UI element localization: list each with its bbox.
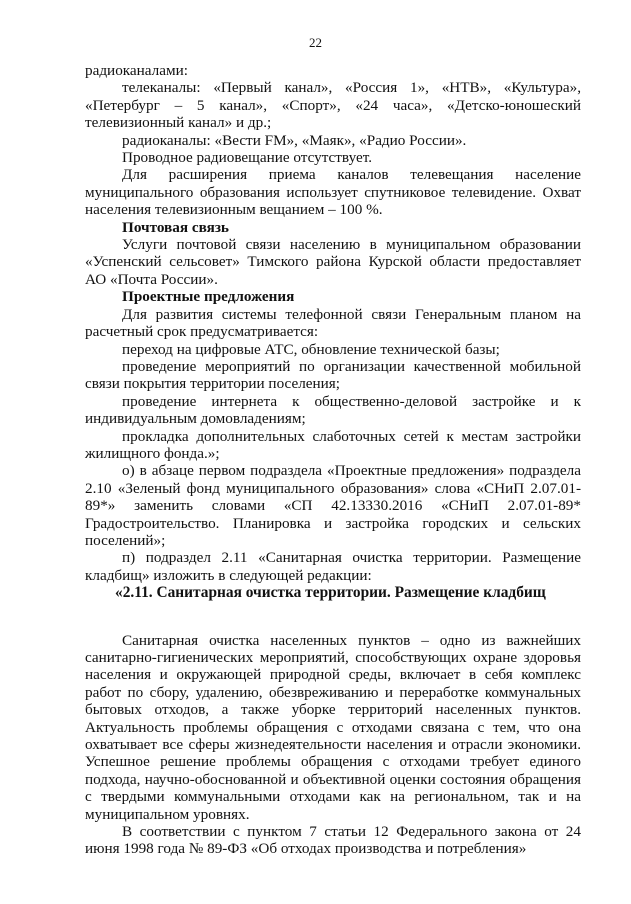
list-item: проведение интернета к общественно-деловой застройке и к индивидуальным домовладениям; [85,392,581,428]
document-body [85,62,581,858]
list-item: проведение мероприятий по организации качественной мобильной связи покрытия территории поселения; [85,357,581,393]
paragraph-postal-service: Услуги почтовой связи населению в муниципальном образовании «Успенский сельсовет» Тимского района Курской области предоставляет АО «Почта России». [85,236,581,288]
list-item: прокладка дополнительных слаботочных сетей к местам застройки жилищного фонда.»; [85,427,581,462]
paragraph-tv-channels: телеканалы: «Первый канал», «Россия 1», «НТВ», «Культура», «Петербург – 5 канал», «Спорт», «24 часа», «Детско-юношеский телевизионный канал» и др.; [85,79,581,132]
section-heading-2-11: «2.11. Санитарная очистка территории. Размещение кладбищ [115,584,546,602]
heading-postal-service: Почтовая связь [122,218,229,236]
paragraph-radio-channels-label: радиоканалами: [85,62,188,79]
paragraph-sanitation: Санитарная очистка населенных пунктов – одно из важнейших санитарно-гигиенических мероприятий, способствующих охране здоровья населения и окружающей природной среды, включает в себя комплекс работ по сбору, удалению, обезвреживанию и переработке коммунальных бытовых отходов, а также уборке территорий населенных пунктов. Актуальность проблемы обращения с отходами связана с тем, что она охватывает все сферы жизнедеятельности населения и отрасли экономики. Успешное решение проблемы обращения с отходами требует единого подхода, научно-обоснованной и объективной оценки состояния обращения с твердыми коммунальными отходами как на региональном, так и на муниципальном уровнях. [85,631,581,823]
spacer [85,602,581,632]
amendment-p: п) подраздел 2.11 «Санитарная очистка территории. Размещение кладбищ» изложить в следующей редакции: [85,549,581,584]
paragraph-wired-radio: Проводное радиовещание отсутствует. [122,149,373,167]
amendment-o: о) в абзаце первом подраздела «Проектные предложения» подраздела 2.10 «Зеленый фонд муниципального образования» слова «СНиП 2.07.01-89*» заменить словами «СП 42.13330.2016 «СНиП 2.07.01-89* Градостроительство. Планировка и застройка городских и сельских поселений»; [85,462,581,549]
heading-project-proposals: Проектные предложения [122,288,295,306]
paragraph-radio-channels: радиоканалы: «Вести FM», «Маяк», «Радио России». [122,131,467,149]
paragraph-federal-law: В соответствии с пунктом 7 статьи 12 Федерального закона от 24 июня 1998 года № 89-ФЗ «Об отходах производства и потребления» [85,823,581,858]
page-number: 22 [309,35,322,50]
paragraph-proposals-intro: Для развития системы телефонной связи Генеральным планом на расчетный срок предусматривается: [85,305,581,341]
list-item: переход на цифровые АТС, обновление технической базы; [122,340,500,358]
paragraph-satellite-tv: Для расширения приема каналов телевещания население муниципального образования использует спутниковое телевидение. Охват населения телевизионным вещанием – 100 %. [85,166,581,219]
